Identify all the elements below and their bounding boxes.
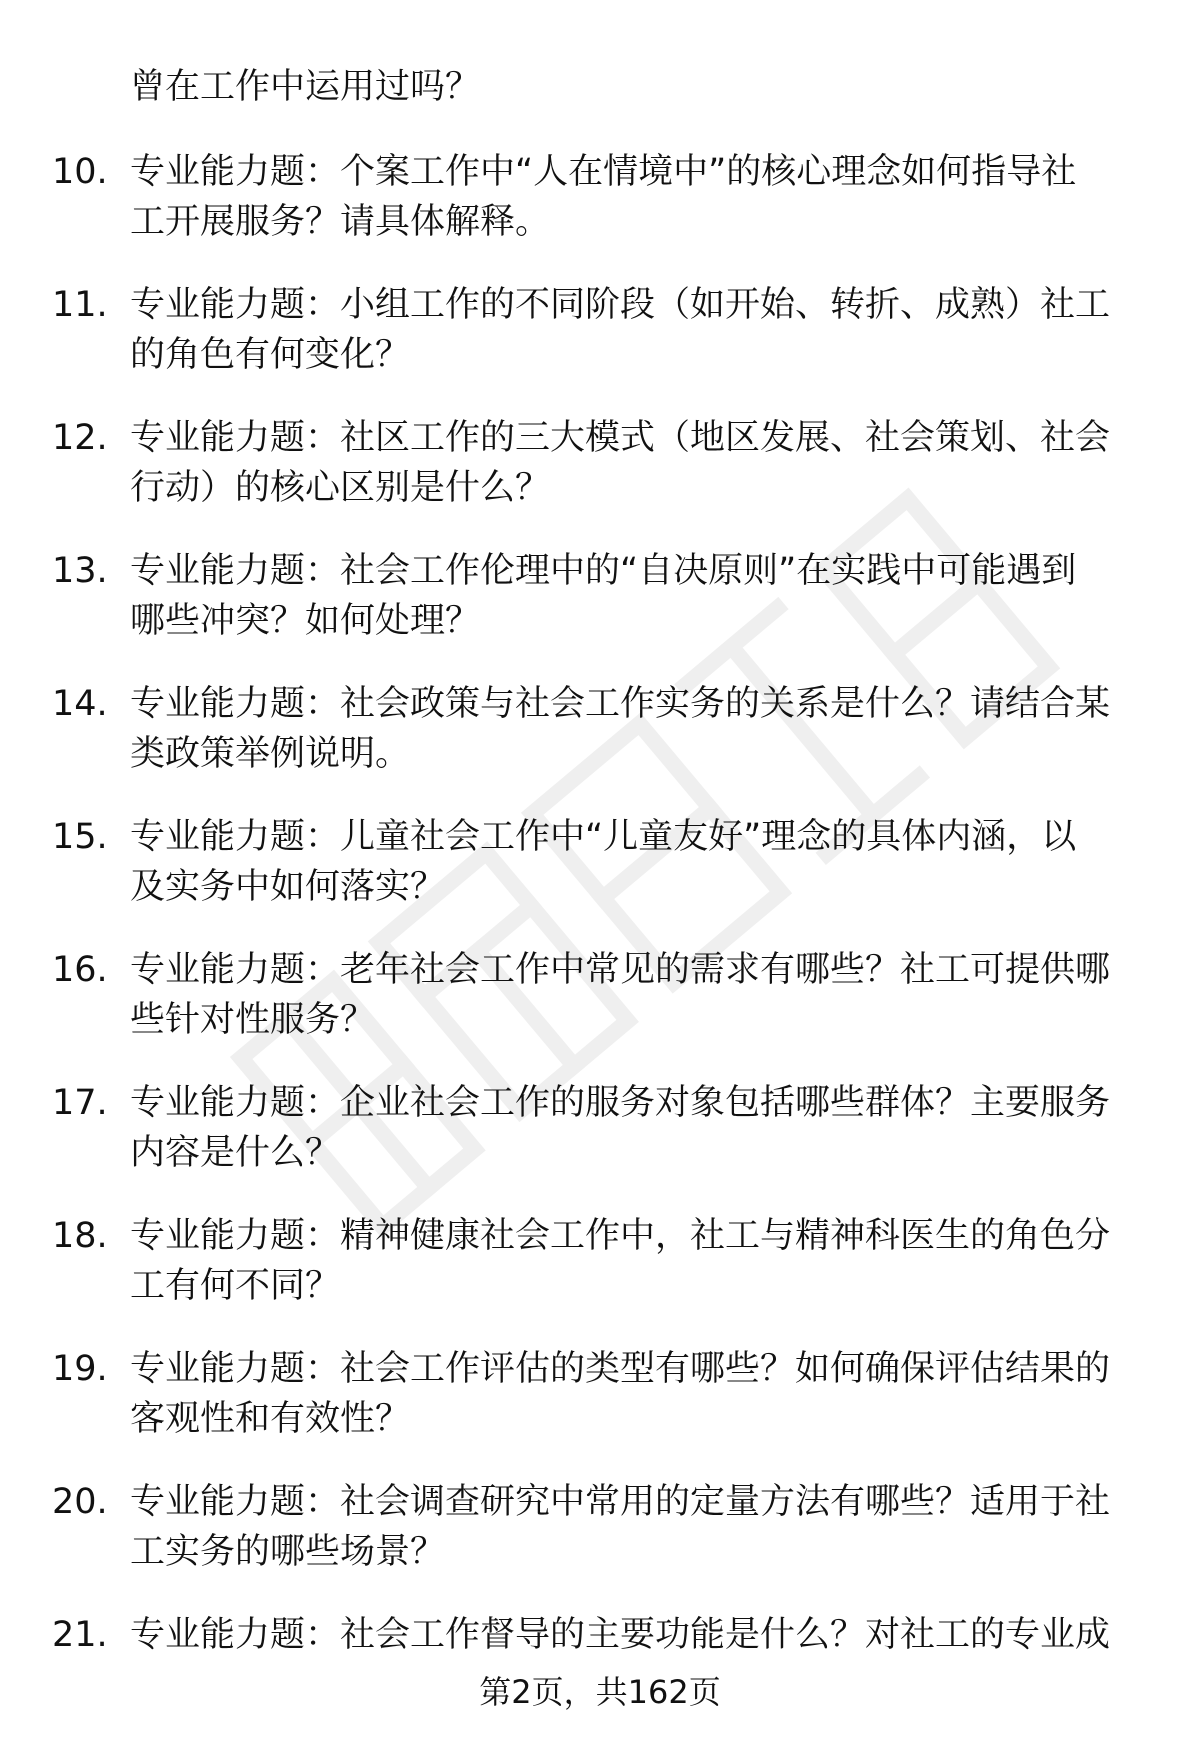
question-text-line-2: 工有何不同？ (130, 1266, 341, 1306)
question-number: 19. (52, 1349, 108, 1389)
question-text-line-1: 专业能力题：社会工作伦理中的“自决原则”在实践中可能遇到 (130, 551, 1077, 591)
question-number: 13. (52, 551, 108, 591)
question-number: 18. (52, 1216, 108, 1256)
question-item (0, 1078, 1200, 1178)
question-text-line-2: 行动）的核心区别是什么？ (130, 468, 551, 508)
question-text-line-1: 专业能力题：老年社会工作中常见的需求有哪些？社工可提供哪 (130, 950, 1111, 990)
question-text-line-1: 专业能力题：社会政策与社会工作实务的关系是什么？请结合某 (130, 684, 1111, 724)
question-text-line-1: 专业能力题：精神健康社会工作中，社工与精神科医生的角色分 (130, 1216, 1111, 1256)
question-number: 15. (52, 817, 108, 857)
question-text-line-2: 工开展服务？请具体解释。 (130, 202, 551, 242)
question-text-line-1: 专业能力题：社会工作督导的主要功能是什么？对社工的专业成 (130, 1615, 1111, 1655)
question-text-line-1: 专业能力题：社会工作评估的类型有哪些？如何确保评估结果的 (130, 1349, 1111, 1389)
question-item (0, 812, 1200, 912)
question-text-line-1: 专业能力题：企业社会工作的服务对象包括哪些群体？主要服务 (130, 1083, 1111, 1123)
question-text-line-1: 专业能力题：小组工作的不同阶段（如开始、转折、成熟）社工 (130, 285, 1111, 325)
question-list (0, 62, 1200, 1710)
question-text-line-1: 专业能力题：个案工作中“人在情境中”的核心理念如何指导社 (130, 152, 1077, 192)
question-item (0, 679, 1200, 779)
question-number: 21. (52, 1615, 108, 1655)
question-item (0, 945, 1200, 1045)
question-number: 12. (52, 418, 108, 458)
question-item (0, 1344, 1200, 1444)
question-number: 11. (52, 285, 108, 325)
question-text-line-2: 些针对性服务？ (130, 1000, 376, 1040)
question-text-line-2: 及实务中如何落实？ (130, 867, 446, 907)
question-number: 16. (52, 950, 108, 990)
question-text-line-2: 客观性和有效性？ (130, 1399, 411, 1439)
question-item (0, 147, 1200, 247)
question-text-line-2: 类政策举例说明。 (130, 734, 411, 774)
question-text-line-1: 专业能力题：社会调查研究中常用的定量方法有哪些？适用于社 (130, 1482, 1111, 1522)
question-item (0, 546, 1200, 646)
question-item (0, 413, 1200, 513)
page-footer: 第2页，共162页 (479, 1673, 721, 1711)
question-text-line-2: 的角色有何变化？ (130, 335, 411, 375)
question-item (0, 1211, 1200, 1311)
question-text-line-1: 专业能力题：儿童社会工作中“儿童友好”理念的具体内涵，以 (130, 817, 1077, 857)
items-container (0, 147, 1200, 1710)
question-text-line-2: 哪些冲突？如何处理？ (130, 601, 481, 641)
question-item (0, 280, 1200, 380)
question-text-line-2: 内容是什么？ (130, 1133, 341, 1173)
question-item (0, 1477, 1200, 1577)
question-number: 20. (52, 1482, 108, 1522)
question-text-line-2: 工实务的哪些场景？ (130, 1532, 446, 1572)
question-number: 10. (52, 152, 108, 192)
continuation-line: 曾在工作中运用过吗？ (130, 67, 481, 107)
question-number: 14. (52, 684, 108, 724)
question-text-line-1: 专业能力题：社区工作的三大模式（地区发展、社会策划、社会 (130, 418, 1111, 458)
question-number: 17. (52, 1083, 108, 1123)
